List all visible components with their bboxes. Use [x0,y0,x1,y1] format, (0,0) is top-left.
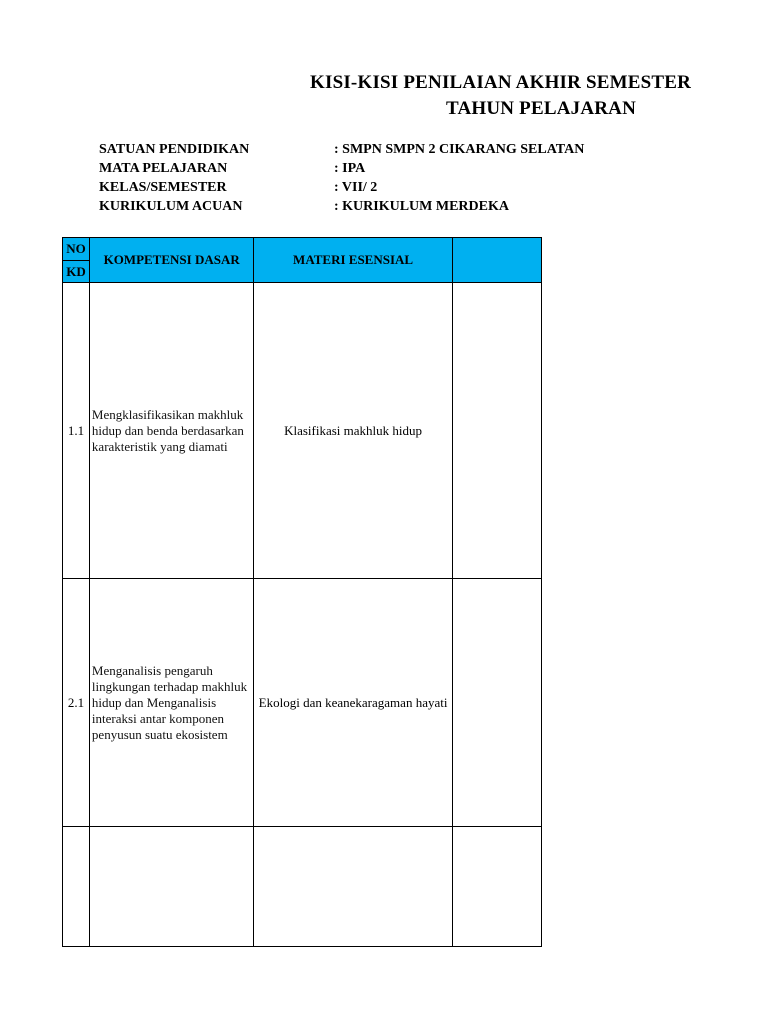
meta-label-satuan: SATUAN PENDIDIKAN [99,142,250,157]
header-materi-esensial: MATERI ESENSIAL [254,238,452,283]
meta-label-kelas: KELAS/SEMESTER [99,180,227,195]
row-kompetensi: Mengklasifikasikan makhluk hidup dan benda berdasarkan karakteristik yang diamati [89,283,254,579]
row-no: 1.1 [63,283,90,579]
row-materi [254,827,452,947]
table-row [63,283,542,579]
meta-value-mapel: : IPA [334,161,366,176]
row-no: 2.1 [63,579,90,827]
header-extra [452,238,541,283]
meta-value-kurikulum: : KURIKULUM MERDEKA [334,199,509,214]
document-title: KISI-KISI PENILAIAN AKHIR SEMESTER [310,72,692,93]
header-kd: KD [63,261,90,283]
row-extra [452,283,541,579]
meta-label-mapel: MATA PELAJARAN [99,161,228,176]
meta-value-satuan: : SMPN SMPN 2 CIKARANG SELATAN [334,142,585,157]
row-kompetensi [89,827,254,947]
kisi-table [62,237,542,947]
header-no: NO [63,238,90,261]
row-materi: Ekologi dan keanekaragaman hayati [254,579,452,827]
row-extra [452,827,541,947]
table-row [63,827,542,947]
meta-value-kelas: : VII/ 2 [334,180,378,195]
row-no [63,827,90,947]
row-materi: Klasifikasi makhluk hidup [254,283,452,579]
meta-label-kurikulum: KURIKULUM ACUAN [99,199,243,214]
row-kompetensi: Menganalisis pengaruh lingkungan terhadap makhluk hidup dan Menganalisis interaksi antar komponen penyusun suatu ekosistem [89,579,254,827]
header-kompetensi-dasar: KOMPETENSI DASAR [89,238,254,283]
document-subtitle: TAHUN PELAJARAN [446,98,637,119]
row-extra [452,579,541,827]
table-row [63,579,542,827]
